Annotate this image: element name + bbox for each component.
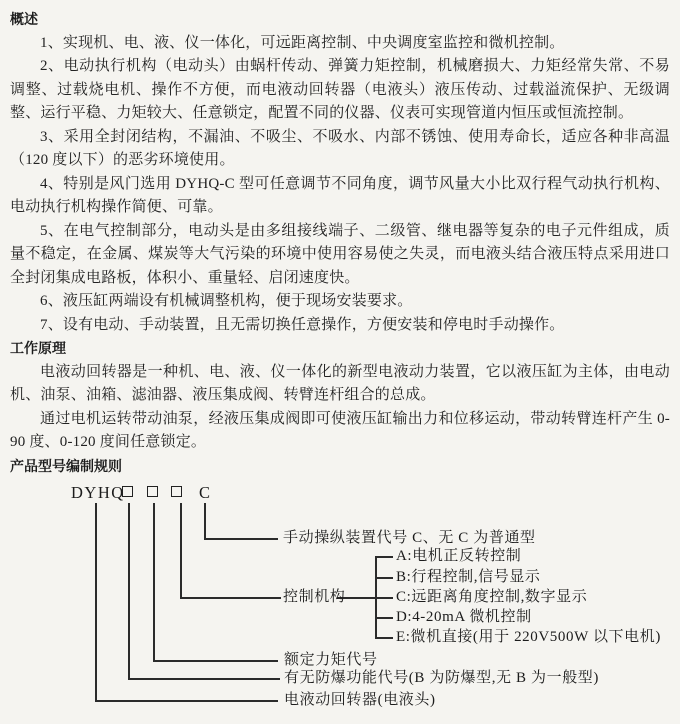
overview-paragraph-1: 1、实现机、电、液、仪一体化，可远距离控制、中央调度室监控和微机控制。 [40, 34, 565, 51]
label-rated-torque: 额定力矩代号 [284, 652, 378, 668]
leader-line-explosion-h [128, 678, 280, 680]
leader-line-manual-h [204, 538, 278, 540]
overview-paragraph-3: 3、采用全封闭结构，不漏油、不吸尘、不吸水、内部不锈蚀、使用寿命长，适应各种非高温（120 度以下）的恶劣环境使用。 [10, 128, 670, 168]
label-control-option-b: B:行程控制,信号显示 [396, 569, 541, 585]
label-control-option-e: E:微机直接(用于 220V500W 以下电机) [396, 629, 661, 645]
leader-line-device [95, 503, 97, 700]
section-heading-overview: 概述 [10, 11, 38, 27]
label-explosion-proof: 有无防爆功能代号(B 为防爆型,无 B 为一般型) [284, 670, 600, 686]
principle-paragraph-2: 通过电机运转带动油泵，经液压集成阀即可使液压缸输出力和位移运动，带动转臂连杆产生 0-90 度、0-120 度间任意锁定。 [10, 410, 670, 450]
section-heading-principle: 工作原理 [10, 340, 66, 356]
label-control-option-c: C:远距离角度控制,数字显示 [396, 589, 588, 605]
bracket-tick-c [375, 597, 393, 599]
model-coding-diagram [0, 478, 680, 724]
overview-paragraph-4: 4、特别是风门选用 DYHQ-C 型可任意调节不同角度，调节风量大小比双行程气动执行机构、电动执行机构操作简便、可靠。 [10, 175, 670, 215]
section-heading-model-rule: 产品型号编制规则 [10, 457, 122, 474]
label-manual-device: 手动操纵装置代号 C、无 C 为普通型 [283, 530, 536, 546]
model-suffix: C [199, 483, 212, 502]
bracket-tick-d [375, 617, 393, 619]
leader-line-device-h [95, 700, 278, 702]
model-placeholder-box-2 [147, 486, 158, 497]
leader-line-explosion [128, 503, 130, 678]
leader-line-control [180, 503, 182, 597]
principle-paragraph-1: 电液动回转器是一种机、电、液、仪一体化的新型电液动力装置，它以液压缸为主体，由电动机、油泵、油箱、滤油器、液压集成阀、转臂连杆组合的总成。 [10, 363, 670, 403]
leader-line-torque-h [153, 660, 278, 662]
leader-line-manual [204, 503, 206, 538]
label-control-option-d: D:4-20mA 微机控制 [396, 609, 532, 625]
leader-line-torque [153, 503, 155, 660]
overview-paragraph-7: 7、设有电动、手动装置，且无需切换任意操作，方便安装和停电时手动操作。 [40, 316, 565, 333]
bracket-tick-a [375, 556, 393, 558]
overview-paragraph-2: 2、电动执行机构（电动头）由蜗杆传动、弹簧力矩控制，机械磨损大、力矩经常失常、不易调整、过载烧电机、操作不方便，而电液动回转器（电液头）液压传动、过载溢流保护、无级调整、运行平稳、力矩较大、任意锁定，配置不同的仪器、仪表可实现管道内恒压或恒流控制。 [10, 58, 670, 121]
model-placeholder-box-3 [171, 486, 182, 497]
model-placeholder-box-1 [122, 486, 133, 497]
label-control-mechanism: 控制机构 [283, 589, 346, 605]
model-prefix: DYHQ [71, 483, 125, 502]
label-control-option-a: A:电机正反转控制 [396, 548, 522, 564]
bracket-tick-b [375, 577, 393, 579]
leader-line-control-h [180, 597, 281, 599]
overview-paragraph-5: 5、在电气控制部分，电动头是由多组接线端子、二级管、继电器等复杂的电子元件组成，质量不稳定，在金属、煤炭等大气污染的环境中使用容易使之失灵，而电液头结合液压特点采用进口全封闭集成电路板，体积小、重量轻、启闭速度快。 [10, 222, 670, 286]
label-device-name: 电液动回转器(电液头) [284, 692, 436, 708]
overview-paragraph-6: 6、液压缸两端设有机械调整机构，便于现场安装要求。 [40, 293, 413, 309]
bracket-tick-e [375, 637, 393, 639]
